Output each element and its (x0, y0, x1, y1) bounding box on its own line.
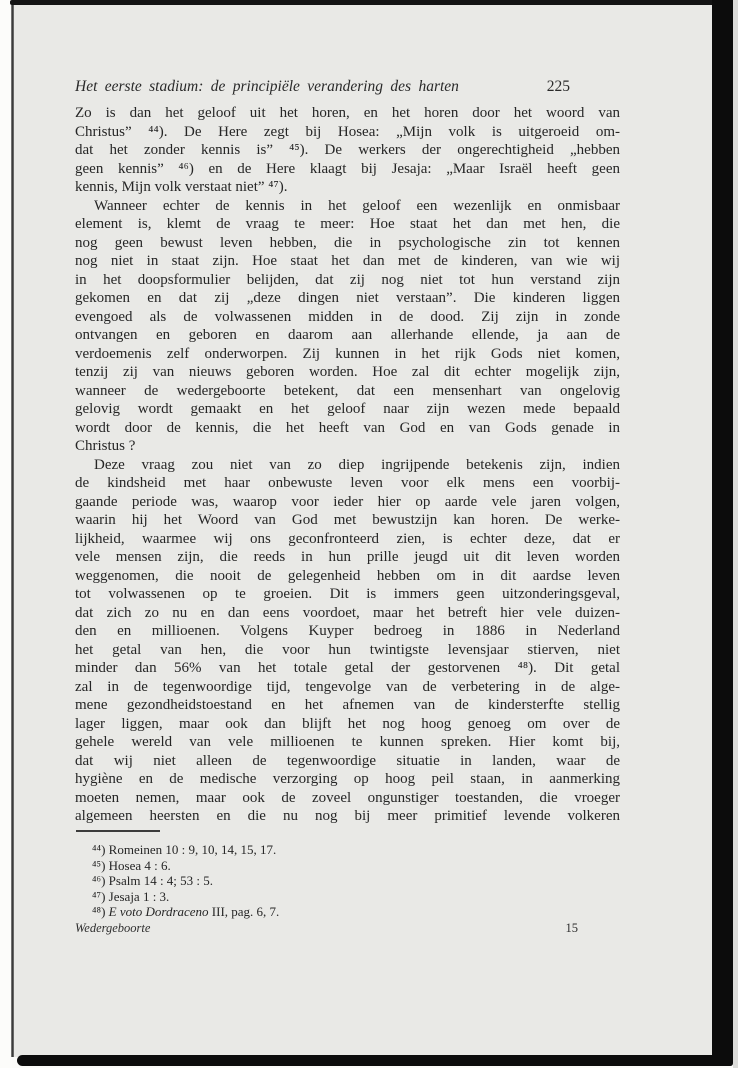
text-line: gehele wereld van vele millioenen te kunnen spreken. Hier komt bij, (75, 734, 620, 750)
text-line: hygiène en de medische verzorging op hoog peil staan, in aanmerking (75, 771, 620, 787)
footnote-italic-text: E voto Dordraceno (108, 904, 212, 920)
text-line: nog geen bewust leven hebben, die in psychologische zin tot kennen (75, 234, 620, 251)
text-line: het getal van hen, die voor hun twintigste levensjaar stierven, niet (75, 641, 620, 658)
footnote-rule (76, 830, 160, 832)
text-line: mene gezondheidstoestand en het afnemen van de kindersterfte stellig (75, 697, 620, 713)
footnote-item (75, 889, 620, 905)
text-line: verdoemenis zelf onderworpen. Zij kunnen in het rijk Gods niet komen, (75, 345, 620, 362)
page-left-edge-line (11, 5, 14, 1057)
page-number: 225 (546, 78, 570, 95)
footnote-marker: ⁴⁵) (92, 857, 109, 873)
footnote-text: Jesaja 1 : 3. (108, 888, 170, 904)
text-line: geen kennis” ⁴⁶) en de Here klaagt bij Jesaja: „Maar Israël heeft geen (75, 160, 620, 177)
body-text (75, 104, 620, 826)
footnote-marker: ⁴⁷) (92, 888, 109, 904)
footer-running-title: Wedergeboorte (75, 921, 151, 935)
footnote-marker: ⁴⁶) (92, 873, 109, 889)
footnote-item (75, 858, 620, 874)
text-line: Wanneer echter de kennis in het geloof een wezenlijk en onmisbaar (94, 197, 620, 214)
text-line: dat zich zo nu en dan eens voordoet, maar het betreft hier vele duizen- (75, 604, 620, 621)
text-line: de kindsheid met haar onbewuste leven voor elk mens een voorbij- (75, 475, 620, 491)
text-line: tot volwassenen op te groeien. Dit is immers geen uitzonderingsgeval, (75, 586, 620, 602)
text-line: Christus ? (75, 438, 136, 454)
text-line: minder dan 56% van het totale getal der gestorvenen ⁴⁸). Dit getal (75, 660, 620, 676)
book-right-edge (712, 0, 733, 1058)
text-line: zal in de tegenwoordige tijd, tengevolge van de verbetering in de alge- (75, 678, 620, 695)
footer-signature-number: 15 (565, 921, 578, 935)
footnote-item (75, 842, 620, 858)
footnote-text: Romeinen 10 : 9, 10, 14, 15, 17. (108, 842, 277, 857)
text-line: in het doopsformulier belijden, dat zij nog niet tot hun verstand zijn (75, 271, 620, 288)
paragraph (75, 197, 620, 456)
running-head (75, 77, 620, 96)
text-line: weggenomen, die nooit de gelegenheid hebben om in dit aardse leven (75, 567, 620, 584)
text-line: waarin hij het Woord van God met bewustzijn kan horen. De werke- (75, 512, 620, 528)
footnote-marker: ⁴⁸) (92, 904, 109, 920)
text-line: algemeen heersten en die nu nog bij meer primitief levende volkeren (75, 808, 620, 824)
paragraph (75, 104, 620, 197)
text-line: nog niet in staat zijn. Hoe staat het dan met de kinderen, van wie wij (75, 253, 620, 269)
text-line: vele mensen zijn, die reeds in hun prille jeugd uit dit leven worden (75, 549, 620, 565)
text-line: gaande periode was, waarop voor ieder hier op aarde vele jaren volgen, (75, 493, 620, 510)
paragraph (75, 456, 620, 826)
running-head-title: Het eerste stadium: de principiële verandering des harten (75, 78, 459, 95)
text-line: wanneer de wedergeboorte betekent, dat een mensenhart van ongelovig (75, 382, 620, 399)
text-line: tenzij zij van nieuws geboren worden. Hoe zal dit echter mogelijk zijn, (75, 364, 620, 380)
footnote-text: Psalm 14 : 4; 53 : 5. (108, 873, 214, 889)
footnote-item (75, 904, 620, 920)
book-top-edge (10, 0, 737, 5)
text-line: ontvangen en geboren en daarom aan allerhande ellende, ja aan de (75, 327, 620, 343)
footnote-item (75, 873, 620, 889)
text-line: gelovig wordt gemaakt en het geloof naar zijn wezen mede bepaald (75, 401, 620, 417)
book-bottom-edge (17, 1055, 733, 1066)
footnotes-list (75, 842, 620, 920)
footnote-text: III, pag. 6, 7. (211, 904, 280, 920)
footnote-marker: ⁴⁴) (92, 842, 109, 857)
scan-right-margin (733, 0, 738, 1068)
text-line: lager liggen, maar ook dan blijft het nog hoog genoeg om over de (75, 715, 620, 732)
text-line: Zo is dan het geloof uit het horen, en het horen door het woord van (75, 105, 620, 121)
text-line: Christus” ⁴⁴). De Here zegt bij Hosea: „Mijn volk is uitgeroeid om- (75, 123, 620, 140)
text-line: gekomen en dat zij „deze dingen niet verstaan”. Die kinderen liggen (75, 290, 620, 306)
text-line: element is, klemt de vraag te meer: Hoe staat het dan met hen, die (75, 216, 620, 232)
text-line: den en millioenen. Volgens Kuyper bedroeg in 1886 in Nederland (75, 623, 620, 639)
text-line: dat wij niet alleen de tegenwoordige situatie in landen, waar de (75, 752, 620, 769)
text-line: lijkheid, waarmee wij ons geconfronteerd zien, is echter deze, dat er (75, 530, 620, 547)
page-footer (75, 920, 620, 936)
text-line: Deze vraag zou niet van zo diep ingrijpende betekenis zijn, indien (94, 456, 620, 473)
text-line: evengoed als de volwassenen midden in de dood. Zij zijn in zonde (75, 308, 620, 325)
text-line: dat het zonder kennis is” ⁴⁵). De werkers der ongerechtigheid „hebben (75, 142, 620, 158)
text-line: moeten nemen, maar ook de zoveel ongunstiger toestanden, die vroeger (75, 789, 620, 806)
text-line: wordt door de kennis, die het heeft van God en van Gods genade in (75, 419, 620, 436)
footnote-text: Hosea 4 : 6. (108, 857, 171, 873)
text-line: kennis, Mijn volk verstaat niet” ⁴⁷). (75, 179, 288, 195)
